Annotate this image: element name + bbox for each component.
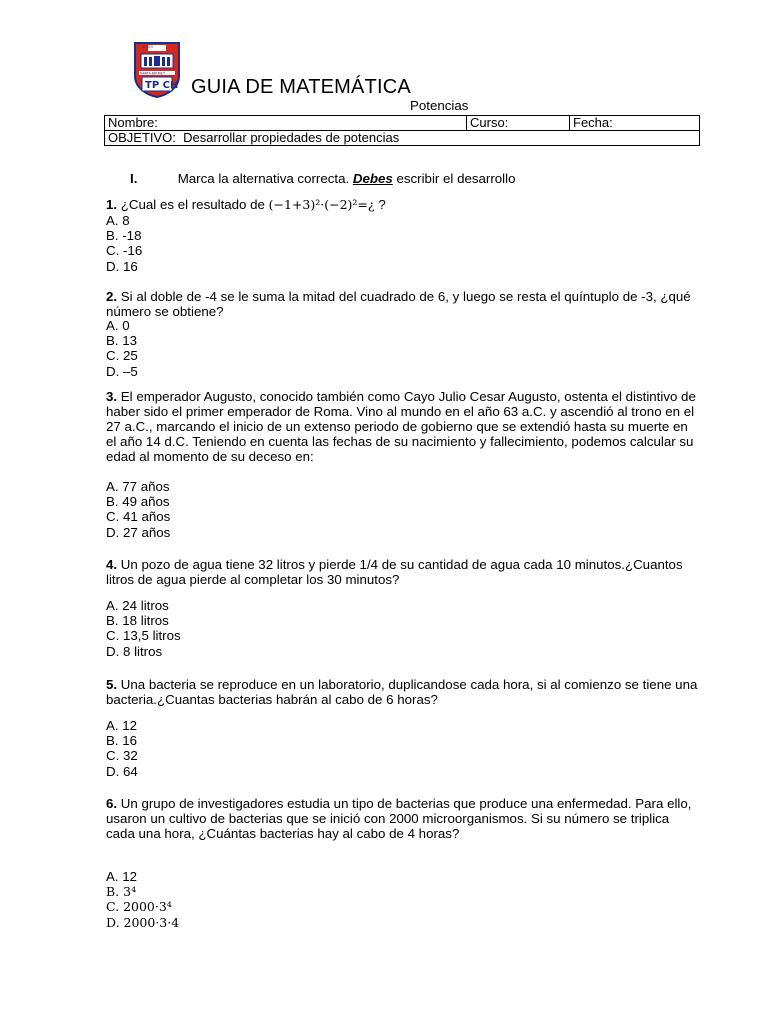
option-d[interactable]: D. –5 — [106, 363, 138, 379]
question-6-options — [106, 869, 179, 930]
option-a[interactable]: A. 77 años — [106, 479, 170, 494]
question-number: 3. — [106, 389, 118, 404]
option-c[interactable]: C. 25 — [106, 348, 138, 364]
curso-label: Curso: — [470, 115, 509, 130]
question-number: 2. — [106, 289, 118, 304]
question-text: ¿Cual es el resultado de — [120, 197, 265, 212]
instructions-emphasis: Debes — [352, 171, 393, 186]
option-c[interactable]: C. 2000·3⁴ — [106, 899, 172, 915]
question-1 — [106, 197, 700, 212]
option-d[interactable]: D. 64 — [106, 763, 138, 779]
question-number: 6. — [106, 796, 118, 811]
question-2-options — [106, 318, 138, 379]
page-subtitle: Potencias — [410, 98, 469, 113]
logo-school-text: MARTA BRUNET — [140, 71, 165, 76]
curso-field[interactable] — [467, 116, 570, 131]
question-4 — [106, 557, 700, 587]
option-d[interactable]: D. 2000·3·4 — [106, 914, 180, 930]
option-a[interactable]: A. 24 litros — [106, 598, 169, 613]
question-text: Un grupo de investigadores estudia un tipo de bacterias que produce una enfermedad. Para ello, usaron un cultivo de bacterias que se inició con 2000 microorganismos. Si su número se triplica cada una hora, ¿Cuántas bacterias hay al cabo de 4 horas? — [106, 796, 692, 841]
option-c[interactable]: C. -16 — [106, 243, 143, 259]
question-formula: (−1+3)²·(−2)²=¿ — [268, 197, 375, 212]
option-b[interactable]: B. 18 litros — [106, 613, 169, 629]
objetivo-row — [105, 131, 700, 146]
question-text: Si al doble de -4 se le suma la mitad del cuadrado de 6, y luego se resta el quíntuplo de -3, ¿qué número se obtiene? — [106, 289, 691, 319]
logo-top-text: LICEO — [143, 45, 154, 49]
option-a[interactable]: A. 12 — [106, 869, 138, 884]
question-number: 1. — [106, 197, 118, 212]
option-c[interactable]: C. 41 años — [106, 509, 171, 525]
instructions — [130, 171, 515, 186]
objetivo-label: OBJETIVO: — [108, 130, 176, 145]
question-text-end: ? — [378, 197, 386, 212]
question-4-options — [106, 598, 181, 659]
question-5 — [106, 677, 700, 707]
question-number: 4. — [106, 557, 118, 572]
option-d[interactable]: D. 27 años — [106, 524, 171, 540]
question-number: 5. — [106, 677, 118, 692]
option-b[interactable]: B. 16 — [106, 733, 138, 749]
option-b[interactable]: B. 13 — [106, 333, 138, 349]
section-number: I. — [130, 171, 138, 186]
nombre-field[interactable] — [105, 116, 467, 131]
objetivo-text: Desarrollar propiedades de potencias — [183, 130, 400, 145]
option-a[interactable]: A. 8 — [106, 213, 130, 228]
page-title: GUIA DE MATEMÁTICA — [191, 76, 411, 98]
question-6 — [106, 796, 700, 841]
option-d[interactable]: D. 16 — [106, 258, 138, 274]
fecha-field[interactable] — [570, 116, 700, 131]
question-text: El emperador Augusto, conocido también como Cayo Julio Cesar Augusto, ostenta el distintivo de haber sido el primer emperador de Roma. Vino al mundo en el año 63 a.C. y ascendió al trono en el 27 a.C., marcando el inicio de un extenso periodo de gobierno que se extendió hasta su muerte en el año 14 d.C. Teniendo en cuenta las fechas de su nacimiento y fallecimiento, podemos calcular su edad al momento de su deceso en: — [106, 389, 696, 464]
question-text: Una bacteria se reproduce en un laboratorio, duplicandose cada hora, si al comienzo se tiene una bacteria.¿Cuantas bacterias habrán al cabo de 6 horas? — [106, 677, 698, 707]
option-a[interactable]: A. 12 — [106, 718, 138, 733]
option-b[interactable]: B. 49 años — [106, 494, 170, 510]
option-b[interactable]: B. 3⁴ — [106, 884, 137, 900]
instructions-text: Marca la alternativa correcta. — [177, 171, 350, 186]
instructions-text-end: escribir el desarrollo — [396, 171, 516, 186]
option-b[interactable]: B. -18 — [106, 228, 142, 244]
option-c[interactable]: C. 13,5 litros — [106, 628, 181, 644]
logo-bottom-text: TP CH — [145, 80, 179, 91]
question-5-options — [106, 718, 138, 779]
question-3-options — [106, 479, 170, 540]
school-logo — [134, 42, 180, 98]
option-a[interactable]: A. 0 — [106, 318, 130, 333]
option-c[interactable]: C. 32 — [106, 748, 138, 764]
fecha-label: Fecha: — [573, 115, 613, 130]
question-text: Un pozo de agua tiene 32 litros y pierde 1/4 de su cantidad de agua cada 10 minutos.¿Cuantos litros de agua pierde al completar los 30 minutos? — [106, 557, 683, 587]
question-1-options — [106, 213, 142, 274]
question-2 — [106, 289, 700, 319]
header-table — [104, 115, 700, 146]
question-3 — [106, 389, 700, 464]
option-d[interactable]: D. 8 litros — [106, 643, 163, 659]
nombre-label: Nombre: — [108, 115, 158, 130]
